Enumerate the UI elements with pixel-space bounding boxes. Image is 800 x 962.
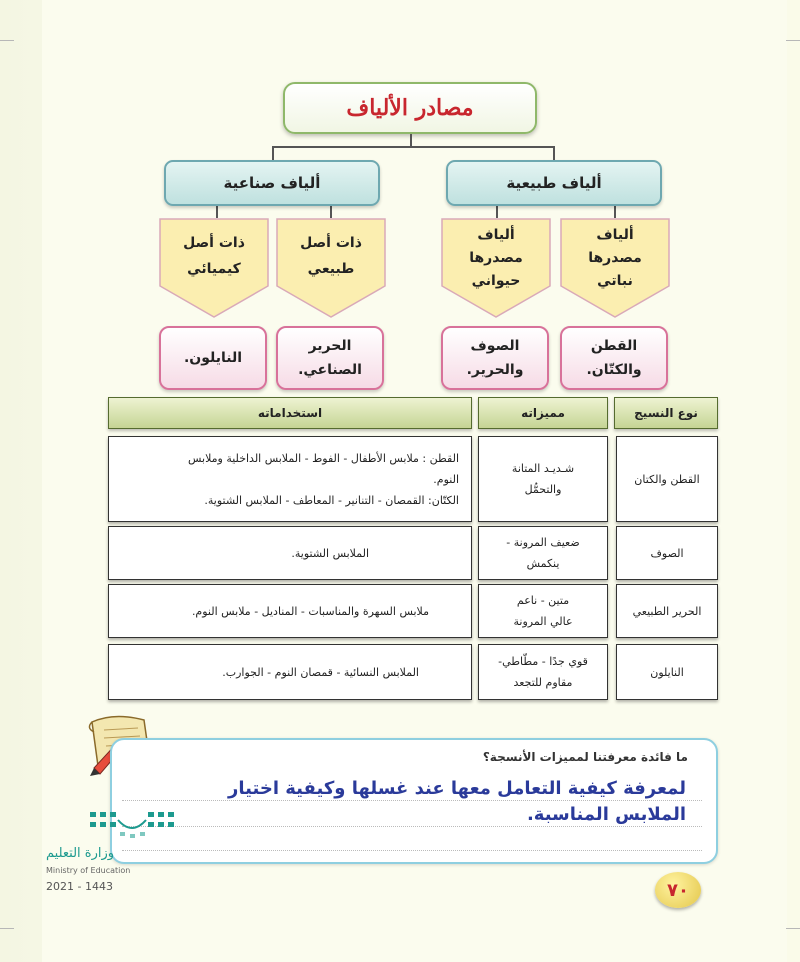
example-line: القطن [590,338,638,354]
subtype-line: نباتي [597,273,633,289]
connector-line [272,146,274,160]
subtype-line: مصدرها [469,250,523,266]
connector-line [272,146,554,148]
uses-line: النوم. [433,472,459,486]
subtype-line: ذات أصل [300,235,362,251]
example-line: الحرير [308,338,352,354]
answer-line: لمعرفة كيفية التعامل معها عند غسلها وكيفية اختيار [228,778,686,799]
connector-line [614,206,616,218]
subtype-line: ألياف [596,227,634,243]
feature-line: مقاوم للتجعد [513,676,573,689]
crop-mark [786,40,800,41]
uses-line: الكتّان: القمصان - التنانير - المعاطف - الملابس الشتوية. [204,493,459,507]
example-chemical-origin [159,326,267,390]
table-row-type: القطن والكتان [616,436,718,522]
example-line: الصناعي. [298,362,362,378]
subtype-line: حيواني [471,273,521,289]
table-row-type: الصوف [616,526,718,580]
table-row-uses [108,644,472,700]
feature-line: متين - ناعم [516,594,570,607]
table-row-features [478,436,608,522]
uses-line: الملابس النسائية - قمصان النوم - الجوارب. [222,665,419,679]
question-answer [146,776,686,828]
question-box [110,738,718,864]
connector-line [330,206,332,218]
subtype-animal-source [441,218,551,318]
dotted-line [122,850,702,851]
connector-line [553,146,555,160]
example-plant [560,326,668,390]
example-line: الصوف [470,338,520,354]
table-header-type: نوع النسيج [614,397,718,429]
example-natural-origin [276,326,384,390]
ministry-name-arabic: وزارة التعليم [46,846,115,861]
subtype-line: كيميائي [187,261,241,277]
feature-line: قوي جدًا - مطّاطي- [498,655,588,668]
subtype-line: طبيعي [307,261,355,277]
subtype-natural-origin [276,218,386,318]
table-row-uses [108,584,472,638]
subtype-plant-source [560,218,670,318]
uses-line: القطن : ملابس الأطفال - الفوط - الملابس الداخلية وملابس [187,451,459,465]
ministry-logo-icon [88,808,178,844]
connector-line [410,134,412,146]
answer-line: الملابس المناسبة. [526,804,686,825]
feature-line: ينكمش [526,557,560,570]
table-header-uses: استخداماته [108,397,472,429]
table-row-features [478,526,608,580]
crop-mark [0,40,14,41]
table-row-type: النايلون [616,644,718,700]
feature-line: والتحمُّل [524,483,562,496]
category-synthetic-fibers: ألياف صناعية [164,160,380,206]
feature-line: شـديـد المتانة [511,462,575,475]
table-row-uses [108,526,472,580]
subtype-chemical-origin [159,218,269,318]
table-header-features: مميزاته [478,397,608,429]
crop-mark [786,928,800,929]
page-number: ٧٠ [655,872,701,908]
example-line: النايلون. [183,350,243,366]
example-line: والكتّان. [586,362,642,378]
connector-line [496,206,498,218]
diagram-title: مصادر الألياف [283,82,537,134]
year-label: 2021 - 1443 [46,880,113,893]
ministry-name-english: Ministry of Education [46,866,131,875]
table-row-uses [108,436,472,522]
feature-line: ضعيف المرونة - [506,536,580,549]
subtype-line: ذات أصل [183,235,245,251]
table-row-features [478,644,608,700]
subtype-line: مصدرها [588,250,642,266]
feature-line: عالي المرونة [513,615,573,628]
crop-mark [0,928,14,929]
table-row-type: الحرير الطبيعي [616,584,718,638]
table-row-features [478,584,608,638]
subtype-line: ألياف [477,227,515,243]
category-natural-fibers: ألياف طبيعية [446,160,662,206]
uses-line: ملابس السهرة والمناسبات - المناديل - ملابس النوم. [191,604,429,618]
example-animal [441,326,549,390]
uses-line: الملابس الشتوية. [291,546,369,560]
question-title: ما فائدة معرفتنا لمميزات الأنسجة؟ [482,750,688,764]
connector-line [216,206,218,218]
example-line: والحرير. [466,362,524,378]
